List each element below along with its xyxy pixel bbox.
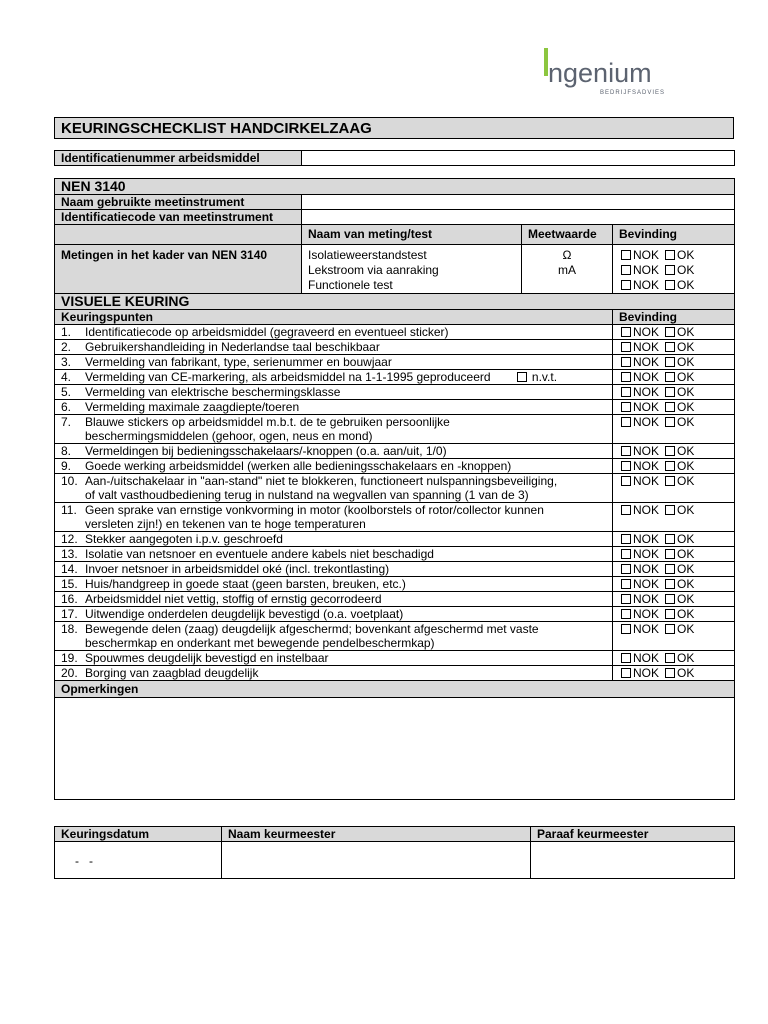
ok-checkbox[interactable]: [665, 624, 675, 634]
nok-label: NOK: [633, 263, 660, 277]
keuringspunt-cell: [55, 415, 613, 444]
bevinding-cell: [613, 444, 735, 459]
ok-checkbox[interactable]: [665, 609, 675, 619]
keuringsdatum-field[interactable]: [55, 842, 222, 879]
keuringspunt-text: Identificatiecode op arbeidsmiddel (gegraveerd en eventueel sticker): [85, 325, 449, 339]
logo-subtitle: BEDRIJFSADVIES: [600, 90, 666, 96]
paraaf-keurmeester-label: Paraaf keurmeester: [531, 827, 735, 842]
visueel-heading: VISUELE KEURING: [55, 294, 735, 310]
ok-checkbox[interactable]: [665, 265, 675, 275]
ok-checkbox[interactable]: [665, 250, 675, 260]
keuringspunt-text: Blauwe stickers op arbeidsmiddel m.b.t. de te gebruiken persoonlijke: [85, 415, 450, 429]
test-name: Isolatieweerstandstest: [308, 248, 427, 262]
keuringspunt-cell: [55, 622, 613, 651]
ok-checkbox[interactable]: [665, 579, 675, 589]
bevinding-cell: [613, 503, 735, 532]
meetinstrument-id-label: Identificatiecode van meetinstrument: [55, 210, 302, 225]
keuringspunt-number: 7.: [61, 415, 72, 429]
nok-checkbox[interactable]: [621, 624, 631, 634]
nok-label: NOK: [633, 651, 660, 665]
nok-checkbox[interactable]: [621, 549, 631, 559]
ok-checkbox[interactable]: [665, 461, 675, 471]
nok-checkbox[interactable]: [621, 280, 631, 290]
nok-label: NOK: [633, 325, 660, 339]
ok-checkbox[interactable]: [665, 594, 675, 604]
nen-heading: NEN 3140: [55, 179, 735, 195]
visueel-bevinding-header: Bevinding: [613, 310, 735, 325]
keuringspunt-number: 14.: [61, 562, 78, 576]
header-empty-cell: [55, 225, 302, 245]
naam-keurmeester-field[interactable]: [222, 842, 531, 879]
ok-label: OK: [677, 385, 695, 399]
table-row: [55, 400, 735, 415]
keuringspunt-line: [61, 577, 606, 591]
table-row: [55, 474, 735, 503]
nok-checkbox[interactable]: [621, 357, 631, 367]
table-row: [55, 562, 735, 577]
ok-label: OK: [677, 577, 695, 591]
nok-label: NOK: [633, 503, 660, 517]
col-meetwaarde-header: Meetwaarde: [522, 225, 613, 245]
test-name: Functionele test: [308, 278, 393, 292]
ok-label: OK: [677, 325, 695, 339]
keuringspunt-line: [61, 547, 606, 561]
keuringspunt-number: 1.: [61, 325, 72, 339]
keuringspunt-cell: [55, 532, 613, 547]
keuringspunt-number: 16.: [61, 592, 78, 606]
keuringspunt-text: Geen sprake van ernstige vonkvorming in motor (koolborstels of rotor/collector kunnen: [85, 503, 544, 517]
visueel-rows: [55, 325, 735, 681]
keuringspunt-cell: [55, 592, 613, 607]
company-logo: [544, 46, 674, 102]
keuringspunt-text: Borging van zaagblad deugdelijk: [85, 666, 259, 680]
table-row: [55, 340, 735, 355]
keuringspunt-cell: [55, 562, 613, 577]
nok-label: NOK: [633, 248, 660, 262]
nok-checkbox[interactable]: [621, 579, 631, 589]
keuringspunt-cell: [55, 444, 613, 459]
keuringspunt-number: 11.: [61, 503, 77, 517]
bevinding-cell: [613, 474, 735, 503]
nok-checkbox[interactable]: [621, 250, 631, 260]
nok-checkbox[interactable]: [621, 534, 631, 544]
test-unit: Ω: [562, 248, 572, 262]
ok-label: OK: [677, 278, 695, 292]
ok-checkbox[interactable]: [665, 387, 675, 397]
nok-checkbox[interactable]: [621, 594, 631, 604]
keuringspunt-cell: [55, 607, 613, 622]
bevinding-cell: [613, 400, 735, 415]
col-naam-header: Naam van meting/test: [302, 225, 522, 245]
keuringspunt-number: 3.: [61, 355, 72, 369]
nok-label: NOK: [633, 370, 660, 384]
ok-checkbox[interactable]: [665, 402, 675, 412]
ok-checkbox[interactable]: [665, 446, 675, 456]
nok-label: NOK: [633, 444, 660, 458]
ok-checkbox[interactable]: [665, 327, 675, 337]
keuringspunt-line: [61, 415, 606, 429]
keuringspunt-number: 9.: [61, 459, 72, 473]
bevinding-cell: [613, 547, 735, 562]
meetinstrument-input[interactable]: [302, 195, 735, 210]
ok-checkbox[interactable]: [665, 534, 675, 544]
nok-label: NOK: [633, 666, 660, 680]
keuringspunt-text: Invoer netsnoer in arbeidsmiddel oké (incl. trekontlasting): [85, 562, 390, 576]
ok-label: OK: [677, 263, 695, 277]
keuringspunt-text: beschermkap en onderkant met bewegende pendelbeschermkap): [85, 636, 435, 650]
bevinding-cell: [613, 651, 735, 666]
keuringspunt-line: [61, 622, 606, 636]
ok-label: OK: [677, 459, 695, 473]
keuringspunt-text: Isolatie van netsnoer en eventuele andere kabels niet beschadigd: [85, 547, 434, 561]
nok-checkbox[interactable]: [621, 372, 631, 382]
table-row: [55, 607, 735, 622]
bevinding-cell: [613, 325, 735, 340]
nok-checkbox[interactable]: [621, 265, 631, 275]
ok-checkbox[interactable]: [665, 342, 675, 352]
nok-label: NOK: [633, 622, 660, 636]
nok-label: NOK: [633, 340, 660, 354]
keuringspunt-text: Goede werking arbeidsmiddel (werken alle bedieningsschakelaars en -knoppen): [85, 459, 512, 473]
keuringspunt-text: Uitwendige onderdelen deugdelijk bevestigd (o.a. voetplaat): [85, 607, 404, 621]
col-bevinding-header: Bevinding: [613, 225, 735, 245]
bevinding-cell: [613, 562, 735, 577]
keuringspunt-line: [61, 651, 606, 665]
keuringspunt-text: Vermelding van CE-markering, als arbeidsmiddel na 1-1-1995 geproduceerd: [85, 370, 491, 384]
ok-label: OK: [677, 400, 695, 414]
logo-text: ngenium: [548, 58, 652, 88]
signature-table: [54, 826, 735, 879]
table-row: [55, 444, 735, 459]
ok-label: OK: [677, 248, 695, 262]
table-row: [55, 651, 735, 666]
nok-label: NOK: [633, 577, 660, 591]
keuringspunt-text: Vermelding maximale zaagdiepte/toeren: [85, 400, 300, 414]
naam-keurmeester-label: Naam keurmeester: [222, 827, 531, 842]
table-row: [55, 532, 735, 547]
keuringspunt-cell: [55, 340, 613, 355]
ok-checkbox[interactable]: [665, 668, 675, 678]
keuringspunt-text: Aan-/uitschakelaar in "aan-stand" niet te blokkeren, functioneert nulspanningsbeveiliging,: [85, 474, 558, 488]
checklist-table: [54, 178, 735, 800]
keuringsdatum-label: Keuringsdatum: [55, 827, 222, 842]
ok-label: OK: [677, 503, 695, 517]
keuringspunt-cell: [55, 355, 613, 370]
keuringspunt-number: 5.: [61, 385, 72, 399]
bevinding-cell: [613, 340, 735, 355]
keuringsdatum-value: - -: [75, 854, 93, 868]
table-row: [55, 503, 735, 532]
table-row: [55, 577, 735, 592]
ok-label: OK: [677, 340, 695, 354]
keuringspunt-cell: [55, 503, 613, 532]
bevinding-cell: [613, 370, 735, 385]
meetinstrument-label: Naam gebruikte meetinstrument: [55, 195, 302, 210]
keuringspunt-number: 2.: [61, 340, 72, 354]
ok-label: OK: [677, 607, 695, 621]
nok-label: NOK: [633, 355, 660, 369]
keuringspunt-line: [61, 340, 606, 354]
table-row: [55, 415, 735, 444]
nok-checkbox[interactable]: [621, 564, 631, 574]
keuringspunt-number: 17.: [61, 607, 78, 621]
nok-label: NOK: [633, 385, 660, 399]
keuringspunt-text: Arbeidsmiddel niet vettig, stoffig of ernstig gecorrodeerd: [85, 592, 382, 606]
ok-label: OK: [677, 355, 695, 369]
keuringspunt-number: 8.: [61, 444, 72, 458]
keuringspunt-cell: [55, 577, 613, 592]
table-row: [55, 325, 735, 340]
bevinding-cell: [613, 415, 735, 444]
keuringspunt-line: [61, 444, 606, 458]
nok-checkbox[interactable]: [621, 417, 631, 427]
keuringspunt-cell: [55, 400, 613, 415]
ok-checkbox[interactable]: [665, 280, 675, 290]
identificatie-label: Identificatienummer arbeidsmiddel: [55, 151, 302, 166]
ok-checkbox[interactable]: [665, 653, 675, 663]
bevinding-cell: [613, 385, 735, 400]
metingen-label: Metingen in het kader van NEN 3140: [55, 245, 302, 294]
ok-label: OK: [677, 532, 695, 546]
keuringspunt-line: [61, 562, 606, 576]
table-row: [55, 355, 735, 370]
keuringspunten-header: Keuringspunten: [55, 310, 613, 325]
bevinding-cell: [613, 592, 735, 607]
opmerkingen-field[interactable]: [55, 698, 735, 800]
keuringspunt-text: of valt vasthoudbediening terug in nulstand na wegvallen van spanning (1 van de 3): [85, 488, 529, 502]
keuringspunt-number: 4.: [61, 370, 72, 384]
keuringspunt-cell: [55, 385, 613, 400]
nok-label: NOK: [633, 278, 660, 292]
paraaf-keurmeester-field[interactable]: [531, 842, 735, 879]
table-row: [55, 385, 735, 400]
keuringspunt-line: [61, 355, 606, 369]
nvt-option: [517, 370, 557, 384]
keuringspunt-line: [61, 400, 606, 414]
nen-bevinding-cell: [613, 245, 735, 294]
bevinding-cell: [613, 607, 735, 622]
keuringspunt-cell: [55, 666, 613, 681]
test-names-cell: [302, 245, 522, 294]
nok-checkbox[interactable]: [621, 446, 631, 456]
ok-label: OK: [677, 444, 695, 458]
nok-label: NOK: [633, 532, 660, 546]
keuringspunt-line: [61, 459, 606, 473]
keuringspunt-line: [61, 370, 606, 384]
keuringspunt-line: [61, 607, 606, 621]
keuringspunt-line: [61, 532, 606, 546]
keuringspunt-line: [61, 325, 606, 339]
nok-label: NOK: [633, 592, 660, 606]
keuringspunt-text: Stekker aangegoten i.p.v. geschroefd: [85, 532, 283, 546]
ok-label: OK: [677, 651, 695, 665]
keuringspunt-text: Huis/handgreep in goede staat (geen barsten, breuken, etc.): [85, 577, 406, 591]
keuringspunt-cell: [55, 474, 613, 503]
keuringspunt-text: Gebruikershandleiding in Nederlandse taal beschikbaar: [85, 340, 380, 354]
keuringspunt-cell: [55, 459, 613, 474]
keuringspunt-number: 13.: [61, 547, 78, 561]
bevinding-cell: [613, 622, 735, 651]
opmerkingen-label: Opmerkingen: [55, 681, 735, 698]
keuringspunt-text: Vermeldingen bij bedieningsschakelaars/-knoppen (o.a. aan/uit, 1/0): [85, 444, 447, 458]
keuringspunt-number: 6.: [61, 400, 72, 414]
keuringspunt-line: [61, 474, 606, 488]
nok-label: NOK: [633, 607, 660, 621]
keuringspunt-line: [61, 385, 606, 399]
meetwaarde-cell[interactable]: [522, 245, 613, 294]
ok-checkbox[interactable]: [665, 564, 675, 574]
keuringspunt-cell: [55, 547, 613, 562]
keuringspunt-text: Vermelding van fabrikant, type, serienummer en bouwjaar: [85, 355, 392, 369]
ok-label: OK: [677, 547, 695, 561]
keuringspunt-cell: [55, 325, 613, 340]
ok-label: OK: [677, 370, 695, 384]
ok-label: OK: [677, 592, 695, 606]
nok-label: NOK: [633, 474, 660, 488]
keuringspunt-cell: [55, 651, 613, 666]
nok-checkbox[interactable]: [621, 461, 631, 471]
table-row: [55, 666, 735, 681]
table-row: [55, 459, 735, 474]
bevinding-cell: [613, 666, 735, 681]
test-name: Lekstroom via aanraking: [308, 263, 439, 277]
ok-label: OK: [677, 415, 695, 429]
keuringspunt-number: 19.: [61, 651, 78, 665]
table-row: [55, 622, 735, 651]
keuringspunt-line: [61, 666, 606, 680]
nok-checkbox[interactable]: [621, 668, 631, 678]
bevinding-cell: [613, 459, 735, 474]
document-title: KEURINGSCHECKLIST HANDCIRKELZAAG: [54, 117, 734, 139]
keuringspunt-number: 10.: [61, 474, 78, 488]
bevinding-cell: [613, 532, 735, 547]
keuringspunt-number: 18.: [61, 622, 78, 636]
nok-label: NOK: [633, 400, 660, 414]
identificatie-input[interactable]: [302, 151, 735, 166]
keuringspunt-line: [61, 503, 606, 517]
ok-checkbox[interactable]: [665, 505, 675, 515]
nvt-label: n.v.t.: [531, 370, 558, 384]
meetinstrument-id-input[interactable]: [302, 210, 735, 225]
ok-checkbox[interactable]: [665, 476, 675, 486]
nvt-checkbox[interactable]: [517, 372, 527, 382]
keuringspunt-line: [61, 592, 606, 606]
keuringspunt-text: beschermingsmiddelen (gehoor, ogen, neus en mond): [85, 429, 373, 443]
ok-checkbox[interactable]: [665, 357, 675, 367]
nok-checkbox[interactable]: [621, 342, 631, 352]
keuringspunt-number: 12.: [61, 532, 78, 546]
keuringspunt-cell: [55, 370, 613, 385]
nok-label: NOK: [633, 459, 660, 473]
nok-label: NOK: [633, 562, 660, 576]
table-row: [55, 370, 735, 385]
ok-label: OK: [677, 622, 695, 636]
nok-checkbox[interactable]: [621, 402, 631, 412]
nok-checkbox[interactable]: [621, 505, 631, 515]
keuringspunt-text: Spouwmes deugdelijk bevestigd en instelbaar: [85, 651, 329, 665]
test-unit: mA: [558, 263, 576, 277]
ok-checkbox[interactable]: [665, 417, 675, 427]
table-row: [55, 547, 735, 562]
nok-checkbox[interactable]: [621, 387, 631, 397]
nok-checkbox[interactable]: [621, 327, 631, 337]
nok-checkbox[interactable]: [621, 476, 631, 486]
keuringspunt-number: 15.: [61, 577, 78, 591]
nok-checkbox[interactable]: [621, 653, 631, 663]
keuringspunt-text: Bewegende delen (zaag) deugdelijk afgeschermd; bovenkant afgeschermd met vaste: [85, 622, 539, 636]
nok-checkbox[interactable]: [621, 609, 631, 619]
bevinding-cell: [613, 577, 735, 592]
ok-label: OK: [677, 666, 695, 680]
table-row: [55, 592, 735, 607]
ok-label: OK: [677, 474, 695, 488]
keuringspunt-text: Vermelding van elektrische beschermingsklasse: [85, 385, 341, 399]
nok-label: NOK: [633, 547, 660, 561]
nok-label: NOK: [633, 415, 660, 429]
identificatie-table: [54, 150, 735, 166]
ok-label: OK: [677, 562, 695, 576]
ok-checkbox[interactable]: [665, 549, 675, 559]
keuringspunt-text: versleten zijn!) en tekenen van te hoge temperaturen: [85, 517, 366, 531]
keuringspunt-number: 20.: [61, 666, 78, 680]
ok-checkbox[interactable]: [665, 372, 675, 382]
bevinding-cell: [613, 355, 735, 370]
